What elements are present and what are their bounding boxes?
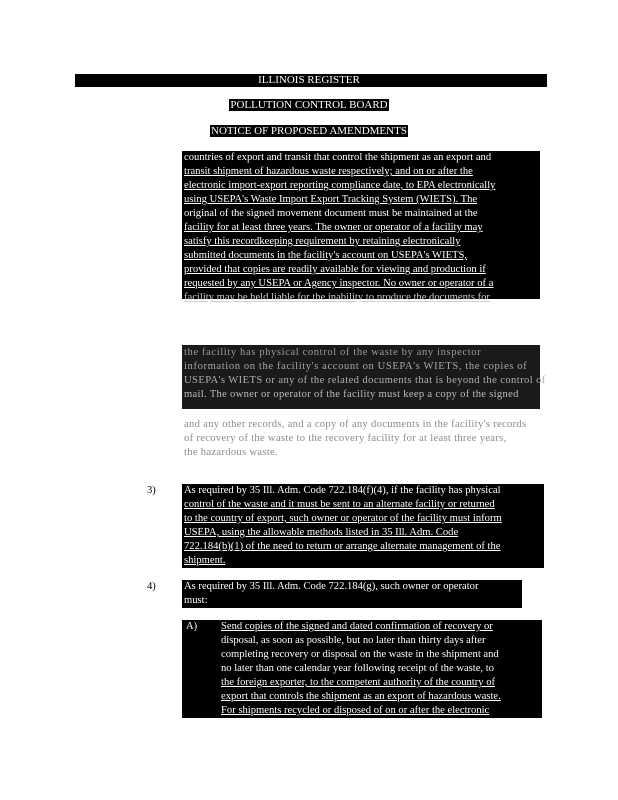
faded-line: USEPA's WIETS or any of the related documents that is beyond the control of — [184, 375, 546, 386]
continuation-line: provided that copies are readily available for viewing and production if — [184, 264, 486, 275]
subitem-line: the foreign exporter, to the competent authority of the country of — [221, 677, 496, 688]
faded-line: information on the facility's account on USEPA's WIETS, the copies of — [184, 361, 528, 372]
notice-title: NOTICE OF PROPOSED AMENDMENTS — [211, 125, 407, 137]
board-title: POLLUTION CONTROL BOARD — [230, 99, 388, 111]
item-number: 4) — [147, 581, 156, 592]
item-line: control of the waste and it must be sent to an alternate facility or returned — [184, 499, 495, 510]
continuation-line: countries of export and transit that control the shipment as an export and — [184, 152, 492, 163]
faded-line: and any other records, and a copy of any documents in the facility's records — [184, 419, 527, 430]
continuation-line: facility for at least three years. The owner or operator of a facility may — [184, 222, 483, 233]
item-line: shipment. — [184, 555, 226, 566]
subitem-line: disposal, as soon as possible, but no later than thirty days after — [221, 635, 486, 646]
item-line: must: — [184, 595, 208, 606]
continuation-line: submitted documents in the facility's account on USEPA's WIETS, — [184, 250, 468, 261]
faded-line: the hazardous waste. — [184, 447, 278, 458]
item-line: 722.184(b)(1) of the need to return or arrange alternate management of the — [184, 541, 501, 552]
subitem-line: For shipments recycled or disposed of on or after the electronic — [221, 705, 490, 716]
faded-line: of recovery of the waste to the recovery facility for at least three years, — [184, 433, 507, 444]
subitem-line: no later than one calendar year following receipt of the waste, to — [221, 663, 494, 674]
item-line: to the country of export, such owner or operator of the facility must inform — [184, 513, 502, 524]
faded-line: the facility has physical control of the waste by any inspector — [184, 347, 482, 358]
item-line: As required by 35 Ill. Adm. Code 722.184(f)(4), if the facility has physical — [184, 485, 501, 496]
faded-line: mail. The owner or operator of the facility must keep a copy of the signed — [184, 389, 519, 400]
item-line: As required by 35 Ill. Adm. Code 722.184(g), such owner or operator — [184, 581, 479, 592]
subitem-line: completing recovery or disposal on the waste in the shipment and — [221, 649, 499, 660]
continuation-line: facility may be held liable for the inability to produce the documents for — [184, 292, 490, 303]
continuation-line: using USEPA's Waste Import Export Tracking System (WIETS). The — [184, 194, 478, 205]
continuation-line: requested by any USEPA or Agency inspector. No owner or operator of a — [184, 278, 494, 289]
item-line: USEPA, using the allowable methods listed in 35 Ill. Adm. Code — [184, 527, 459, 538]
continuation-line: original of the signed movement document must be maintained at the — [184, 208, 478, 219]
continuation-line: electronic import-export reporting compliance date, to EPA electronically — [184, 180, 496, 191]
subitem-line: Send copies of the signed and dated confirmation of recovery or — [221, 621, 493, 632]
continuation-line: transit shipment of hazardous waste respectively; and on or after the — [184, 166, 473, 177]
item-number: 3) — [147, 485, 156, 496]
register-title: ILLINOIS REGISTER — [258, 74, 360, 86]
subitem-letter: A) — [186, 621, 198, 632]
continuation-line: satisfy this recordkeeping requirement by retaining electronically — [184, 236, 461, 247]
subitem-line: export that controls the shipment as an export of hazardous waste. — [221, 691, 501, 702]
